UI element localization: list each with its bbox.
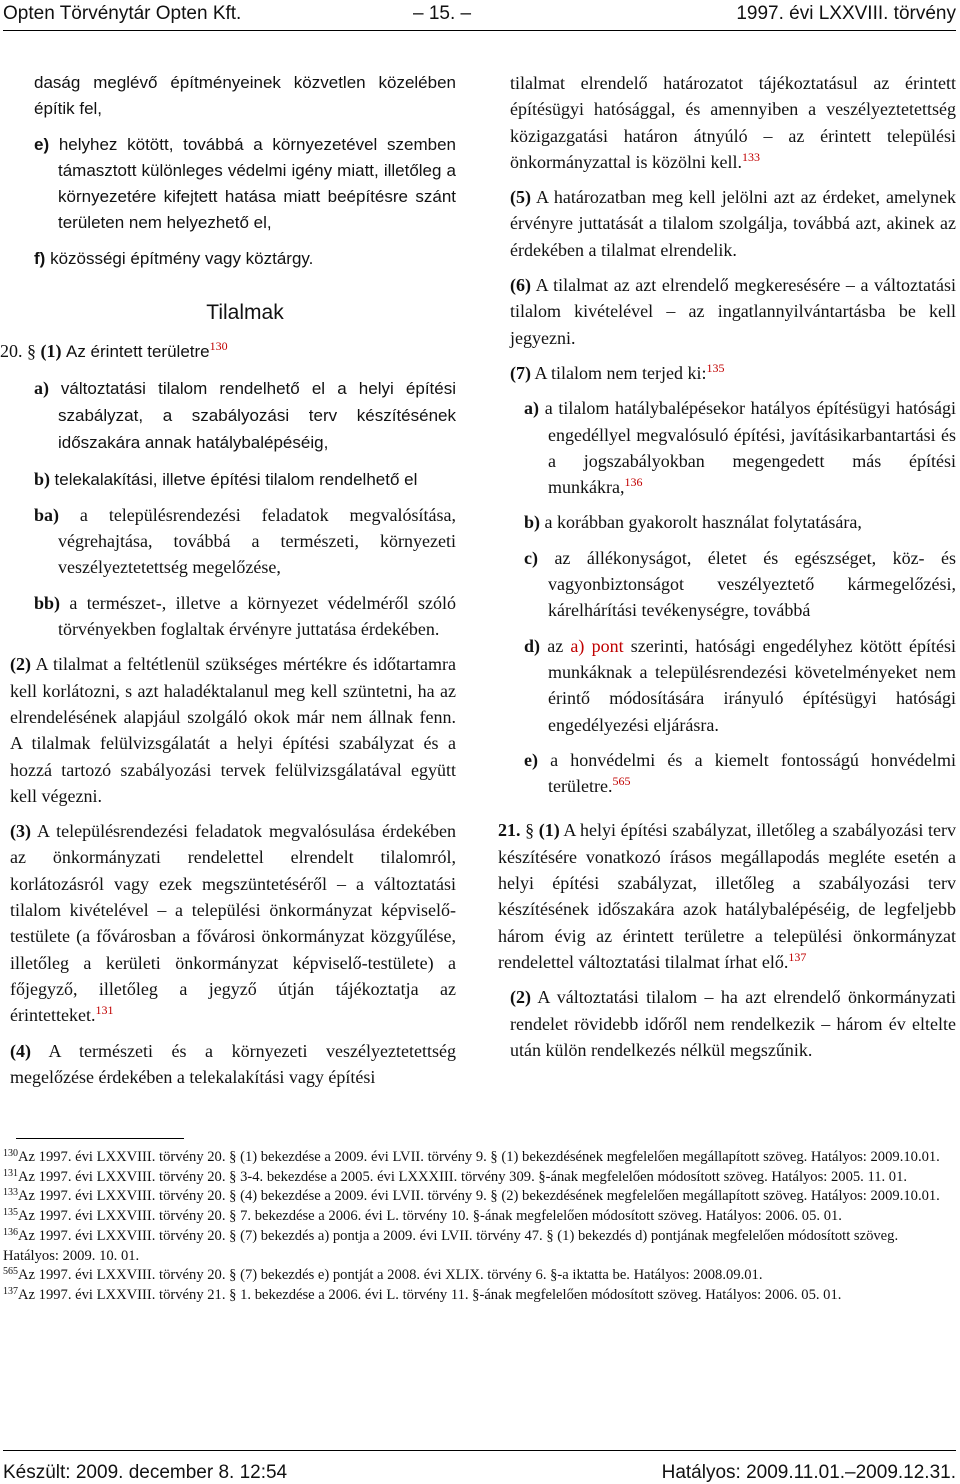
footnotes xyxy=(3,1148,956,1306)
item-e-text: helyhez kötött, továbbá a környezetével szemben támasztott különleges védelmi igény miatt, illetőleg a környezetére kifejtett hatása miatt beépítésre szánt területen nem helyezhető el, xyxy=(58,134,456,233)
exception-d-label: d) xyxy=(524,635,541,656)
footnote-137 xyxy=(3,1286,956,1306)
para-4 xyxy=(10,1038,456,1091)
footnote-text: Az 1997. évi LXXVIII. törvény 20. § (7) bekezdés e) pontját a 2008. évi XLIX. törvény 6. §-a iktatta be. Hatályos: 2008.09.01. xyxy=(18,1267,763,1284)
right-continuation xyxy=(510,70,956,175)
section-21-para-2 xyxy=(510,984,956,1063)
para-5-text: A határozatban meg kell jelölni azt az érdeket, amelynek érvényre juttatását a tilalom szolgálja, továbbá azt, akinek az érdekében a tilalmat elrendelik. xyxy=(510,187,956,260)
item-f-label: f) xyxy=(34,248,46,268)
para-2-text: A tilalmat a feltétlenül szükséges mértékre és időtartamra kell korlátozni, s azt haladéktalanul meg kell szüntetni, ha az elrendelésének alapjául szolgáló okok már nem állnak fenn. A tilalmak felülvizsgálatát a helyi építési szabályzat és a hozzá tartozó szabályozási tervek felülvizsgálatával együtt kell végezni. xyxy=(10,654,456,806)
para-3 xyxy=(10,818,456,1028)
footnote-ref-135[interactable]: 135 xyxy=(706,360,725,375)
footnote-ref-133[interactable]: 133 xyxy=(741,149,760,164)
item-b-label: b) xyxy=(34,468,51,489)
footnote-text: Az 1997. évi LXXVIII. törvény 21. § 1. bekezdése a 2006. évi L. törvény 11. §-ának megfelelően módosított szöveg. Hatályos: 2006. 05. 01. xyxy=(18,1286,842,1303)
footnote-135 xyxy=(3,1207,956,1227)
para-2-label: (2) xyxy=(10,654,31,675)
footnote-ref-136[interactable]: 136 xyxy=(624,475,643,490)
para-5 xyxy=(510,184,956,263)
footer-rule xyxy=(3,1450,956,1451)
footnote-number: 135 xyxy=(3,1207,18,1219)
para-6-label: (6) xyxy=(510,275,531,296)
footnote-text: Az 1997. évi LXXVIII. törvény 20. § (7) bekezdés a) pontja a 2009. évi LVII. törvény 47. § (1) bekezdés d) pontjának megfelelően módosított szöveg. Hatályos: 2009. 10. 01. xyxy=(3,1227,899,1264)
left-continuation: daság meglévő építményeinek közvetlen közelében építik fel, xyxy=(34,73,456,119)
section-21-para-label: (1) xyxy=(538,820,560,841)
footnote-number: 131 xyxy=(3,1167,18,1179)
footnote-ref-137[interactable]: 137 xyxy=(788,949,807,964)
footnote-ref-130[interactable]: 130 xyxy=(209,339,228,354)
footnote-rule xyxy=(16,1138,184,1139)
footnote-ref-131[interactable]: 131 xyxy=(95,1003,114,1018)
footnote-text: Az 1997. évi LXXVIII. törvény 20. § 3-4. bekezdése a 2005. évi LXXXIII. törvény 309. §-ának megfelelően módosított szöveg. Hatályos: 2005. 11. 01. xyxy=(18,1168,908,1185)
exception-a xyxy=(524,395,956,500)
para-7-text: A tilalom nem terjed ki: xyxy=(534,362,707,383)
para-1-label: (1) xyxy=(40,341,62,362)
exception-d xyxy=(524,633,956,738)
exception-a-label: a) xyxy=(524,398,539,419)
item-b xyxy=(34,466,456,493)
para-6-text: A tilalmat az azt elrendelő megkeresésére – a változtatási tilalom kivételével – az ingatlannyilvántartásba be kell jegyezni. xyxy=(510,275,956,348)
item-bb-label: bb) xyxy=(34,592,61,613)
footer-effective: Hatályos: 2009.11.01.–2009.12.31. xyxy=(661,1462,956,1483)
exception-a-text: a tilalom hatálybalépésekor hatályos építésügyi hatósági engedéllyel megvalósuló építési, javításikarbantartási és a jogszabályokban megengedett más építési munkákra, xyxy=(544,398,956,498)
footnote-number: 133 xyxy=(3,1187,18,1199)
para-4-label: (4) xyxy=(10,1040,31,1061)
item-a-text: változtatási tilalom rendelhető el a helyi építési szabályzat, a szabályozási terv készítésének időszakára annak hatálybalépéséig, xyxy=(58,378,456,453)
para-6 xyxy=(510,272,956,351)
item-a xyxy=(34,375,456,457)
footnote-130 xyxy=(3,1148,956,1168)
exception-e xyxy=(524,747,956,800)
footnote-number: 137 xyxy=(3,1285,18,1297)
exception-b xyxy=(524,509,956,535)
item-f-text: közösségi építmény vagy köztárgy. xyxy=(50,248,314,268)
footnote-number: 130 xyxy=(3,1148,18,1159)
exception-d-link[interactable]: a) pont xyxy=(570,635,624,656)
section-heading: Tilalmak xyxy=(206,301,284,325)
header-page-number: – 15. – xyxy=(413,3,472,24)
left-column xyxy=(0,70,457,1099)
para-5-label: (5) xyxy=(510,187,531,208)
footnote-136 xyxy=(3,1227,956,1266)
para-7-label: (7) xyxy=(510,362,531,383)
item-ba-label: ba) xyxy=(34,504,60,525)
header-rule xyxy=(3,30,956,31)
item-bb xyxy=(34,590,456,643)
item-f xyxy=(34,246,456,272)
item-ba-text: a településrendezési feladatok megvalósítása, végrehajtása, továbbá a természeti, környezeti veszélyeztetettség megelőzése, xyxy=(58,504,456,578)
para-3-label: (3) xyxy=(10,821,31,842)
para-3-text: A településrendezési feladatok megvalósulása érdekében az önkormányzati rendelettel elrendelt tilalomról, korlátozásról vagy ezek megszüntetéséről – a változtatási tilalom kivételével – a települési önkormányzat képviselő-testülete (a fővárosban a fővárosi önkormányzat közgyűlése, illetőleg a kerületi önkormányzat képviselő-testülete) a főjegyző, illetőleg a jegyző útján tájékoztatja az érintetteket. xyxy=(10,821,456,1026)
right-continuation-text: tilalmat elrendelő határozatot tájékoztatásul az érintett építésügyi hatósággal, és amennyiben a veszélyeztetettség közigazgatási határon átnyúló – az érintett települési önkormányzattal is közölni kell. xyxy=(510,73,956,172)
exception-c-text: az állékonyságot, életet és egészséget, köz- és vagyonbiztonságot veszélyeztető kármegelőzési, kárelhárítási tevékenységre, továbbá xyxy=(548,547,956,621)
section-21-sign: § xyxy=(525,820,535,841)
section-21-para-2-text: A változtatási tilalom – ha azt elrendelő önkormányzati rendelet rövidebb időről nem rendelkezik – három év eltelte után külön rendelkezés nélkül megszűnik. xyxy=(510,987,956,1060)
footnote-text: Az 1997. évi LXXVIII. törvény 20. § (1) bekezdése a 2009. évi LVII. törvény 9. § (1) bekezdésének megfelelően megállapított szöveg. Hatályos: 2009.10.01. xyxy=(18,1149,940,1165)
section-sign: § xyxy=(27,341,36,362)
footnote-number: 136 xyxy=(3,1226,18,1238)
header-law-title: 1997. évi LXXVIII. törvény xyxy=(736,3,956,24)
item-ba xyxy=(34,502,456,581)
footnote-text: Az 1997. évi LXXVIII. törvény 20. § (4) bekezdése a 2009. évi LVII. törvény 9. § (2) bekezdésének megfelelően megállapított szöveg. Hatályos: 2009.10.01. xyxy=(18,1188,940,1205)
exception-c-label: c) xyxy=(524,547,538,568)
exception-b-text: a korábban gyakorolt használat folytatására, xyxy=(544,512,862,533)
item-e-label: e) xyxy=(34,134,50,154)
item-bb-text: a természet-, illetve a környezet védelméről szóló törvényekben foglaltak érvényre juttatása érdekében. xyxy=(58,592,457,640)
section-21 xyxy=(498,817,956,975)
section-21-number: 21. xyxy=(498,820,521,841)
para-7 xyxy=(510,360,956,386)
section-21-para-2-label: (2) xyxy=(510,987,531,1008)
footer-created: Készült: 2009. december 8. 12:54 xyxy=(3,1462,288,1483)
section-20-text: Az érintett területre xyxy=(66,342,210,362)
para-2 xyxy=(10,651,456,809)
item-b-text: telekalakítási, illetve építési tilalom rendelhető el xyxy=(54,469,418,489)
footnote-131 xyxy=(3,1168,956,1188)
para-4-text: A természeti és a környezeti veszélyeztetettség megelőzése érdekében a telekalakítási vagy építési xyxy=(10,1040,456,1087)
page-header xyxy=(3,0,956,32)
item-a-label: a) xyxy=(34,377,49,398)
footnote-text: Az 1997. évi LXXVIII. törvény 20. § 7. bekezdése a 2006. évi L. törvény 10. §-ának megfelelően módosított szöveg. Hatályos: 2006. 05. 01. xyxy=(18,1208,842,1225)
section-20-intro xyxy=(0,338,456,365)
exception-d-pre: az xyxy=(547,635,564,656)
footnote-ref-565[interactable]: 565 xyxy=(612,774,631,789)
exception-d-text: szerinti, hatósági engedélyhez kötött építési munkáknak a településrendezési követelményeket nem érintő módosítására irányuló építésügyi hatósági engedélyezési eljárásra. xyxy=(548,635,957,735)
exception-e-label: e) xyxy=(524,749,538,770)
exception-e-text: a honvédelmi és a kiemelt fontosságú honvédelmi területre. xyxy=(548,749,956,797)
page-footer xyxy=(3,1450,956,1483)
section-20-number: 20. xyxy=(0,341,23,362)
exception-c xyxy=(524,545,956,624)
footnote-565 xyxy=(3,1266,956,1286)
section-21-text: A helyi építési szabályzat, illetőleg a szabályozási terv készítésére vonatkozó írásos megállapodás megléte esetén a helyi építési szabályzat, illetőleg a szabályozási terv készítésének időszakára azok hatálybalépéséig, de legfeljebb három évig az érintett területre a települési önkormányzat rendelettel változtatási tilalmat írhat elő. xyxy=(498,820,957,972)
footnote-133 xyxy=(3,1187,956,1207)
right-column xyxy=(498,70,957,1072)
header-publisher: Opten Törvénytár Opten Kft. xyxy=(3,3,242,24)
exception-b-label: b) xyxy=(524,512,541,533)
footnote-number: 565 xyxy=(3,1266,18,1278)
item-e xyxy=(34,132,456,237)
